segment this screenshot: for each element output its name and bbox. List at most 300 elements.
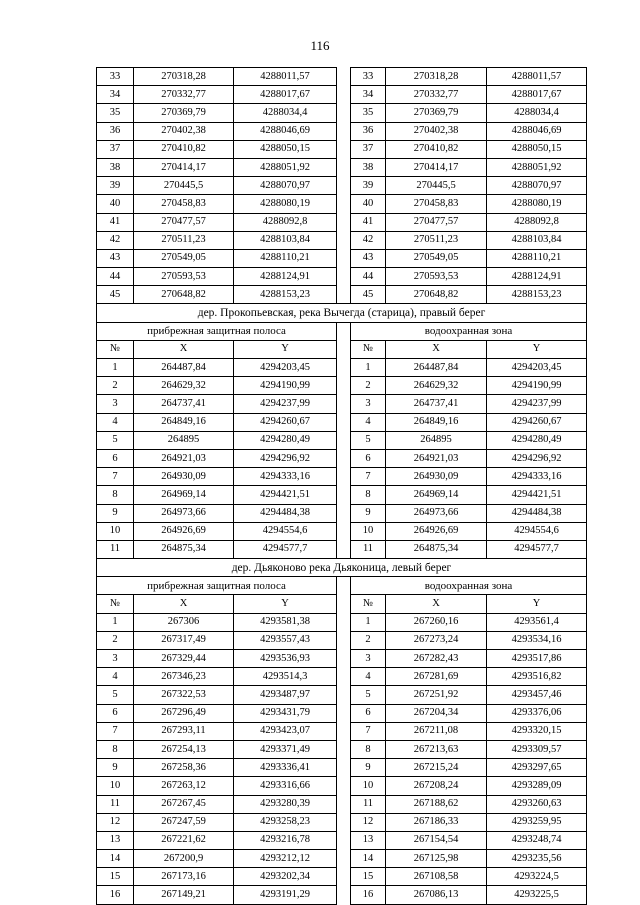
point-number-cell: 7 [97,468,134,486]
point-number-cell: 34 [351,86,386,104]
x-header: X [386,340,487,358]
table-row [97,104,587,122]
column-gap [337,140,351,158]
x-cell: 267173,16 [134,868,234,886]
x-cell: 264629,32 [134,377,234,395]
y-cell: 4288051,92 [234,158,337,176]
left-subtitle: прибрежная защитная полоса [97,322,337,340]
column-gap [337,359,351,377]
table-row [97,286,587,304]
y-cell: 4293534,16 [487,631,587,649]
point-number-cell: 3 [97,650,134,668]
table-row [97,249,587,267]
x-cell: 264849,16 [386,413,487,431]
point-number-cell: 11 [351,540,386,558]
column-gap [337,249,351,267]
point-number-cell: 38 [351,158,386,176]
table-row [97,850,587,868]
column-gap [337,704,351,722]
column-gap [337,577,351,595]
y-cell: 4288092,8 [487,213,587,231]
coordinates-table [96,67,587,905]
x-cell: 264930,09 [134,468,234,486]
point-number-cell: 1 [97,613,134,631]
point-number-cell: 33 [351,68,386,86]
column-gap [337,504,351,522]
table-row [97,740,587,758]
right-subtitle: водоохранная зона [351,577,587,595]
point-number-cell: 44 [351,268,386,286]
column-gap [337,813,351,831]
x-cell: 267215,24 [386,759,487,777]
number-header: № [97,340,134,358]
y-cell: 4293202,34 [234,868,337,886]
y-cell: 4293557,43 [234,631,337,649]
x-cell: 267346,23 [134,668,234,686]
number-header: № [351,595,386,613]
table-row [97,268,587,286]
point-number-cell: 9 [351,504,386,522]
point-number-cell: 8 [351,486,386,504]
column-gap [337,322,351,340]
y-cell: 4288070,97 [234,177,337,195]
y-cell: 4294577,7 [234,540,337,558]
table-row [97,486,587,504]
table-row [97,722,587,740]
column-gap [337,722,351,740]
column-gap [337,268,351,286]
column-gap [337,158,351,176]
right-subtitle: водоохранная зона [351,322,587,340]
y-cell: 4293423,07 [234,722,337,740]
x-cell: 267281,69 [386,668,487,686]
x-cell: 270410,82 [134,140,234,158]
column-gap [337,177,351,195]
table-row [97,377,587,395]
point-number-cell: 15 [351,868,386,886]
point-number-cell: 39 [351,177,386,195]
table-row [97,668,587,686]
x-cell: 264849,16 [134,413,234,431]
section-subtitle-row [97,322,587,340]
point-number-cell: 13 [351,831,386,849]
y-cell: 4294484,38 [234,504,337,522]
y-cell: 4288124,91 [487,268,587,286]
column-gap [337,759,351,777]
x-cell: 264487,84 [134,359,234,377]
point-number-cell: 34 [97,86,134,104]
table-row [97,195,587,213]
y-cell: 4294280,49 [487,431,587,449]
point-number-cell: 8 [351,740,386,758]
table-row [97,140,587,158]
y-cell: 4293514,3 [234,668,337,686]
section-subtitle-row [97,577,587,595]
x-cell: 264926,69 [134,522,234,540]
x-cell: 270402,38 [134,122,234,140]
x-cell: 264926,69 [386,522,487,540]
column-gap [337,668,351,686]
point-number-cell: 1 [351,359,386,377]
point-number-cell: 4 [351,668,386,686]
column-header-row [97,340,587,358]
table-row [97,177,587,195]
x-cell: 267154,54 [386,831,487,849]
x-cell: 270549,05 [386,249,487,267]
y-cell: 4288011,57 [234,68,337,86]
column-gap [337,104,351,122]
y-cell: 4293259,95 [487,813,587,831]
column-gap [337,650,351,668]
column-gap [337,468,351,486]
point-number-cell: 43 [351,249,386,267]
y-cell: 4294296,92 [234,449,337,467]
table-row [97,868,587,886]
column-gap [337,86,351,104]
column-gap [337,213,351,231]
table-row [97,213,587,231]
point-number-cell: 10 [97,777,134,795]
y-header: Y [487,340,587,358]
x-cell: 264973,66 [386,504,487,522]
point-number-cell: 11 [97,795,134,813]
x-cell: 270549,05 [134,249,234,267]
column-gap [337,850,351,868]
point-number-cell: 7 [97,722,134,740]
y-cell: 4294237,99 [234,395,337,413]
x-cell: 267086,13 [386,886,487,904]
y-cell: 4288080,19 [234,195,337,213]
point-number-cell: 37 [97,140,134,158]
y-cell: 4288050,15 [487,140,587,158]
x-cell: 267329,44 [134,650,234,668]
column-gap [337,777,351,795]
x-cell: 267221,62 [134,831,234,849]
point-number-cell: 40 [97,195,134,213]
y-cell: 4293297,65 [487,759,587,777]
y-cell: 4293516,82 [487,668,587,686]
point-number-cell: 44 [97,268,134,286]
x-cell: 270332,77 [386,86,487,104]
section-title-row [97,304,587,322]
column-gap [337,631,351,649]
point-number-cell: 3 [351,395,386,413]
x-cell: 270369,79 [386,104,487,122]
x-cell: 267254,13 [134,740,234,758]
y-cell: 4288124,91 [234,268,337,286]
point-number-cell: 15 [97,868,134,886]
column-gap [337,195,351,213]
column-header-row [97,595,587,613]
left-subtitle: прибрежная защитная полоса [97,577,337,595]
point-number-cell: 36 [351,122,386,140]
x-cell: 270511,23 [386,231,487,249]
y-cell: 4288070,97 [487,177,587,195]
table-row [97,395,587,413]
number-header: № [97,595,134,613]
table-row [97,468,587,486]
y-cell: 4294421,51 [234,486,337,504]
x-cell: 264969,14 [134,486,234,504]
point-number-cell: 35 [351,104,386,122]
y-cell: 4288034,4 [234,104,337,122]
y-cell: 4294190,99 [234,377,337,395]
y-cell: 4288046,69 [487,122,587,140]
y-cell: 4294296,92 [487,449,587,467]
x-cell: 270477,57 [386,213,487,231]
y-cell: 4294554,6 [487,522,587,540]
y-cell: 4288092,8 [234,213,337,231]
y-cell: 4293561,4 [487,613,587,631]
x-cell: 264921,03 [134,449,234,467]
column-gap [337,795,351,813]
table-row [97,650,587,668]
y-cell: 4288017,67 [487,86,587,104]
y-cell: 4293371,49 [234,740,337,758]
point-number-cell: 2 [97,377,134,395]
y-cell: 4293487,97 [234,686,337,704]
point-number-cell: 42 [351,231,386,249]
table-row [97,704,587,722]
table-row [97,831,587,849]
section-title-row [97,559,587,577]
x-cell: 264487,84 [386,359,487,377]
column-gap [337,831,351,849]
point-number-cell: 9 [351,759,386,777]
column-gap [337,413,351,431]
page-number: 116 [310,38,330,53]
table-row [97,231,587,249]
point-number-cell: 4 [351,413,386,431]
y-cell: 4288110,21 [234,249,337,267]
y-cell: 4288080,19 [487,195,587,213]
column-gap [337,740,351,758]
point-number-cell: 12 [97,813,134,831]
point-number-cell: 8 [97,486,134,504]
table-row [97,122,587,140]
x-cell: 267108,58 [386,868,487,886]
y-cell: 4293309,57 [487,740,587,758]
x-cell: 267149,21 [134,886,234,904]
y-cell: 4293280,39 [234,795,337,813]
table-row [97,613,587,631]
y-cell: 4288103,84 [234,231,337,249]
table-row [97,413,587,431]
x-cell: 264973,66 [134,504,234,522]
x-cell: 264921,03 [386,449,487,467]
column-gap [337,395,351,413]
y-cell: 4288034,4 [487,104,587,122]
x-cell: 270318,28 [134,68,234,86]
column-gap [337,286,351,304]
column-gap [337,431,351,449]
x-cell: 267186,33 [386,813,487,831]
y-cell: 4294203,45 [234,359,337,377]
point-number-cell: 4 [97,413,134,431]
y-cell: 4293289,09 [487,777,587,795]
x-cell: 270410,82 [386,140,487,158]
x-header: X [134,595,234,613]
y-cell: 4293216,78 [234,831,337,849]
number-header: № [351,340,386,358]
y-cell: 4294203,45 [487,359,587,377]
y-cell: 4293431,79 [234,704,337,722]
column-gap [337,122,351,140]
table-row [97,522,587,540]
x-cell: 267258,36 [134,759,234,777]
point-number-cell: 13 [97,831,134,849]
y-cell: 4288017,67 [234,86,337,104]
y-cell: 4293258,23 [234,813,337,831]
point-number-cell: 16 [97,886,134,904]
x-cell: 270593,53 [386,268,487,286]
column-gap [337,449,351,467]
x-cell: 264895 [386,431,487,449]
point-number-cell: 2 [351,377,386,395]
y-cell: 4288153,23 [487,286,587,304]
point-number-cell: 9 [97,504,134,522]
x-cell: 267260,16 [386,613,487,631]
y-cell: 4294280,49 [234,431,337,449]
point-number-cell: 9 [97,759,134,777]
point-number-cell: 6 [351,704,386,722]
point-number-cell: 5 [97,431,134,449]
x-cell: 270332,77 [134,86,234,104]
column-gap [337,595,351,613]
x-cell: 270445,5 [134,177,234,195]
y-cell: 4293536,93 [234,650,337,668]
point-number-cell: 5 [351,431,386,449]
point-number-cell: 1 [97,359,134,377]
y-cell: 4293260,63 [487,795,587,813]
table-row [97,540,587,558]
x-cell: 267200,9 [134,850,234,868]
table-row [97,359,587,377]
y-cell: 4294260,67 [234,413,337,431]
point-number-cell: 41 [97,213,134,231]
x-cell: 267208,24 [386,777,487,795]
table-row [97,686,587,704]
point-number-cell: 6 [97,704,134,722]
x-cell: 264969,14 [386,486,487,504]
x-cell: 267263,12 [134,777,234,795]
y-cell: 4288103,84 [487,231,587,249]
point-number-cell: 41 [351,213,386,231]
point-number-cell: 45 [97,286,134,304]
point-number-cell: 39 [97,177,134,195]
table-row [97,68,587,86]
y-cell: 4294554,6 [234,522,337,540]
point-number-cell: 5 [351,686,386,704]
y-cell: 4294260,67 [487,413,587,431]
point-number-cell: 11 [351,795,386,813]
point-number-cell: 5 [97,686,134,704]
point-number-cell: 4 [97,668,134,686]
section-title: дер. Дьяконово река Дьяконица, левый берег [97,559,587,577]
y-cell: 4288110,21 [487,249,587,267]
x-cell: 267267,45 [134,795,234,813]
column-gap [337,377,351,395]
x-cell: 270414,17 [134,158,234,176]
x-cell: 264875,34 [134,540,234,558]
point-number-cell: 11 [97,540,134,558]
x-cell: 264895 [134,431,234,449]
table-row [97,886,587,904]
point-number-cell: 8 [97,740,134,758]
x-cell: 264629,32 [386,377,487,395]
x-cell: 270593,53 [134,268,234,286]
x-header: X [386,595,487,613]
y-cell: 4293225,5 [487,886,587,904]
y-header: Y [234,340,337,358]
point-number-cell: 3 [351,650,386,668]
y-cell: 4293248,74 [487,831,587,849]
x-cell: 270648,82 [134,286,234,304]
point-number-cell: 12 [351,813,386,831]
point-number-cell: 2 [97,631,134,649]
y-cell: 4294484,38 [487,504,587,522]
x-cell: 267204,34 [386,704,487,722]
point-number-cell: 35 [97,104,134,122]
y-cell: 4294190,99 [487,377,587,395]
point-number-cell: 6 [97,449,134,467]
y-cell: 4293457,46 [487,686,587,704]
column-gap [337,231,351,249]
column-gap [337,686,351,704]
x-cell: 264875,34 [386,540,487,558]
y-cell: 4288153,23 [234,286,337,304]
table-row [97,759,587,777]
point-number-cell: 43 [97,249,134,267]
y-cell: 4288051,92 [487,158,587,176]
column-gap [337,486,351,504]
y-cell: 4288046,69 [234,122,337,140]
x-cell: 270648,82 [386,286,487,304]
point-number-cell: 45 [351,286,386,304]
x-cell: 270402,38 [386,122,487,140]
y-cell: 4293376,06 [487,704,587,722]
point-number-cell: 10 [97,522,134,540]
column-gap [337,886,351,904]
column-gap [337,613,351,631]
x-cell: 267211,08 [386,722,487,740]
column-gap [337,522,351,540]
point-number-cell: 38 [97,158,134,176]
x-cell: 270458,83 [386,195,487,213]
y-cell: 4293191,29 [234,886,337,904]
section-title: дер. Прокопьевская, река Вычегда (старица), правый берег [97,304,587,322]
table-row [97,631,587,649]
point-number-cell: 37 [351,140,386,158]
column-gap [337,540,351,558]
x-cell: 267273,24 [386,631,487,649]
y-cell: 4288011,57 [487,68,587,86]
point-number-cell: 10 [351,522,386,540]
x-cell: 267306 [134,613,234,631]
point-number-cell: 6 [351,449,386,467]
point-number-cell: 36 [97,122,134,140]
point-number-cell: 3 [97,395,134,413]
y-cell: 4294237,99 [487,395,587,413]
table-row [97,449,587,467]
x-cell: 264737,41 [386,395,487,413]
table-row [97,813,587,831]
x-cell: 267125,98 [386,850,487,868]
y-cell: 4294421,51 [487,486,587,504]
x-cell: 270414,17 [386,158,487,176]
point-number-cell: 7 [351,722,386,740]
x-cell: 267317,49 [134,631,234,649]
